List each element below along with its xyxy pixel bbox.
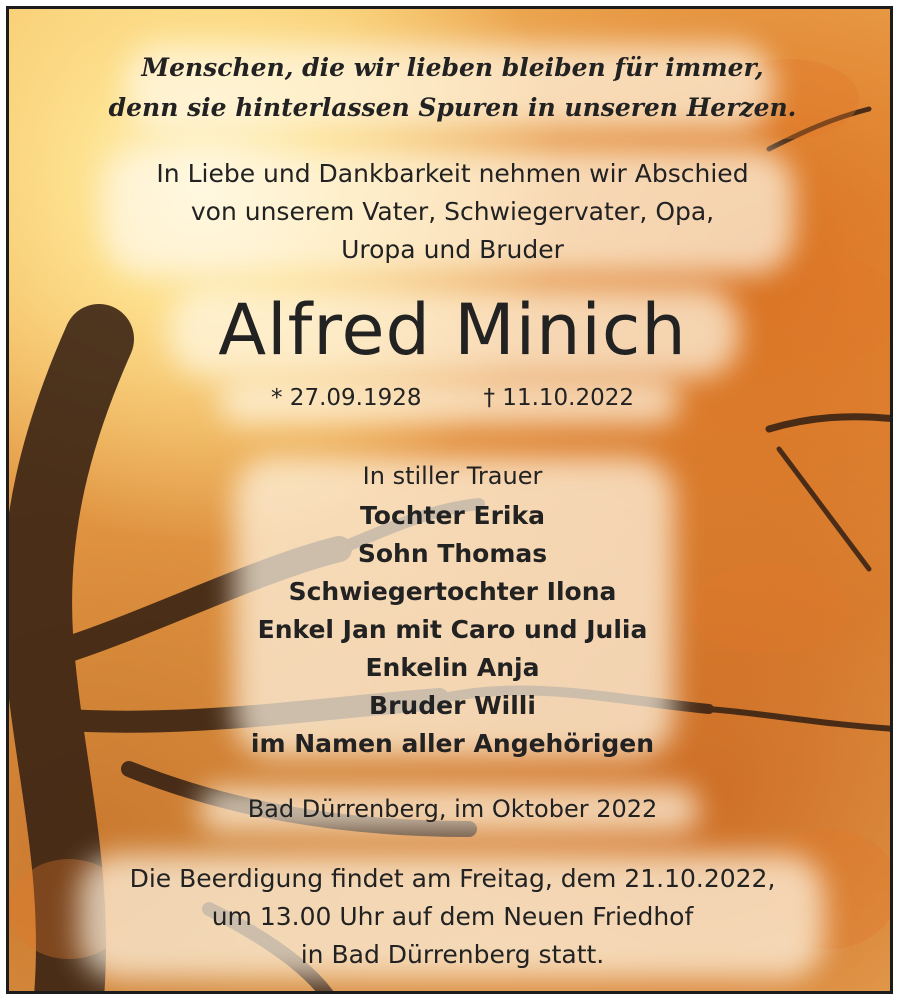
deceased-name: Alfred Minich — [218, 289, 687, 371]
death-date: † 11.10.2022 — [483, 385, 634, 411]
birth-date: * 27.09.1928 — [271, 385, 422, 411]
quote-line-1: Menschen, die wir lieben bleiben für immer, — [141, 53, 764, 82]
intro-line-1: In Liebe und Dankbarkeit nehmen wir Abschied — [156, 159, 749, 188]
mourners-heading: In stiller Trauer — [362, 462, 543, 490]
life-dates — [9, 385, 893, 411]
intro-line-3: Uropa und Bruder — [341, 235, 564, 264]
place-date: Bad Dürrenberg, im Oktober 2022 — [247, 795, 658, 823]
funeral-line-2: um 13.00 Uhr auf dem Neuen Friedhof — [211, 902, 694, 931]
obituary-card — [6, 6, 893, 994]
quote-line-2: denn sie hinterlassen Spuren in unseren Herzen. — [108, 93, 797, 122]
funeral-line-1: Die Beerdigung findet am Freitag, dem 21.10.2022, — [129, 864, 776, 893]
mourner-item: Enkel Jan mit Caro und Julia — [257, 615, 648, 644]
funeral-line-3: in Bad Dürrenberg statt. — [300, 940, 605, 969]
intro-line-2: von unserem Vater, Schwiegervater, Opa, — [190, 197, 715, 226]
mourner-item: Schwiegertochter Ilona — [288, 577, 617, 606]
mourner-item: Sohn Thomas — [357, 539, 548, 568]
mourner-item: Bruder Willi — [369, 691, 536, 720]
mourner-item: Tochter Erika — [360, 501, 545, 530]
mourner-item: im Namen aller Angehörigen — [250, 729, 655, 758]
mourner-item: Enkelin Anja — [365, 653, 540, 682]
